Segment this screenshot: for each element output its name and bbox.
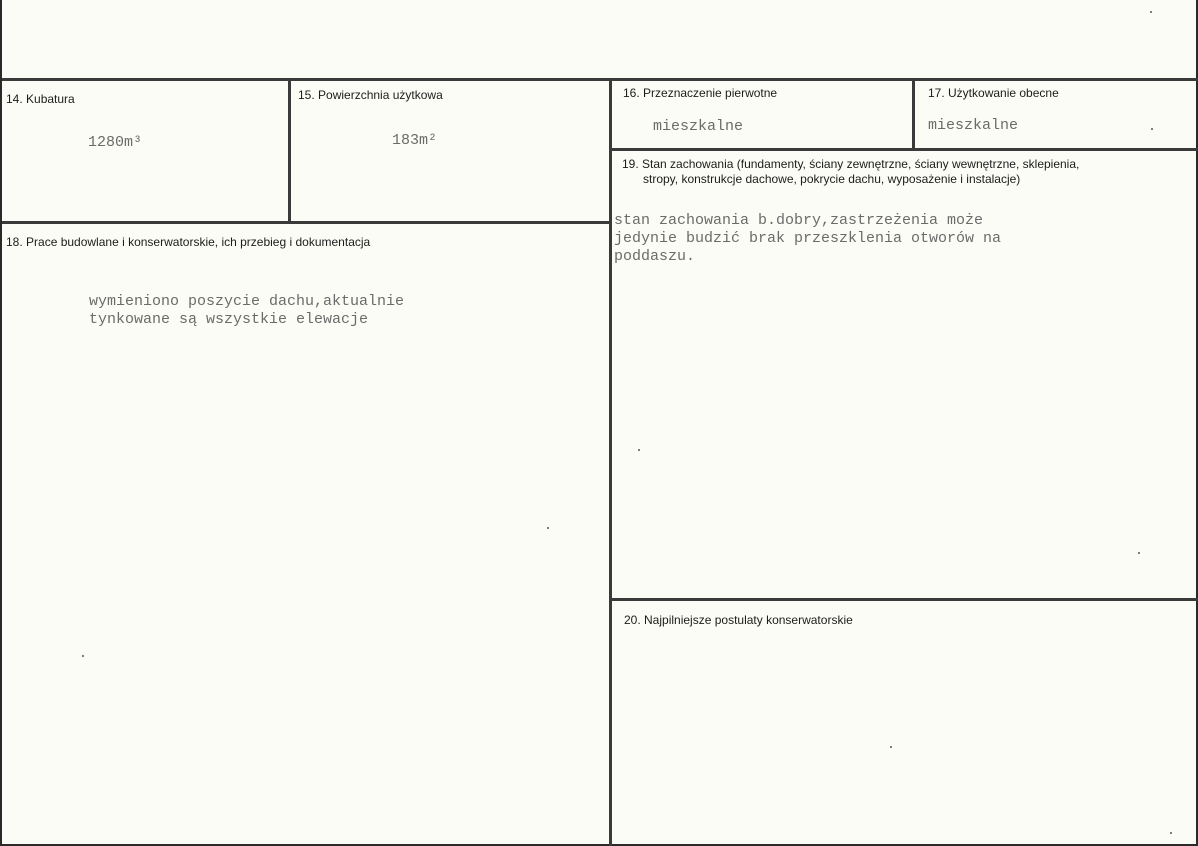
rule-under-16-17 (610, 148, 1198, 151)
field-15-value: 183m² (392, 132, 438, 149)
scan-speck (547, 527, 549, 529)
field-15-label: 15. Powierzchnia użytkowa (298, 88, 443, 102)
field-19-value-line1: stan zachowania b.dobry,zastrzeżenia może (614, 212, 984, 229)
rule-above-20 (610, 598, 1198, 601)
field-18-label: 18. Prace budowlane i konserwatorskie, ich przebieg i dokumentacja (6, 235, 371, 249)
scan-speck (1138, 552, 1140, 554)
scan-speck (1170, 832, 1172, 834)
field-18-value-line1: wymieniono poszycie dachu,aktualnie (89, 293, 405, 310)
field-16-value: mieszkalne (653, 118, 744, 135)
scan-speck (890, 746, 892, 748)
field-14-value: 1280m³ (88, 134, 143, 151)
top-rule (2, 78, 1198, 81)
scan-speck (1151, 128, 1153, 130)
divider-14-15 (288, 78, 291, 224)
field-17-value: mieszkalne (928, 117, 1019, 134)
scan-speck (638, 449, 640, 451)
field-18-value-line2: tynkowane są wszystkie elewacje (89, 311, 369, 328)
scan-speck (1150, 11, 1152, 13)
field-19-value-line2: jedynie budzić brak przeszklenia otworów na (614, 230, 1002, 247)
field-14-label: 14. Kubatura (6, 92, 75, 106)
rule-under-14-15 (2, 221, 612, 224)
field-19-label-line2: stropy, konstrukcje dachowe, pokrycie dachu, wyposażenie i instalacje) (643, 172, 1021, 186)
scan-speck (82, 655, 84, 657)
field-19-value-line3: poddaszu. (614, 248, 696, 265)
field-16-label: 16. Przeznaczenie pierwotne (623, 86, 778, 100)
center-divider (609, 78, 612, 846)
divider-16-17 (912, 78, 915, 150)
field-19-label-line1: 19. Stan zachowania (fundamenty, ściany zewnętrzne, ściany wewnętrzne, sklepienia, (622, 157, 1080, 171)
field-17-label: 17. Użytkowanie obecne (928, 86, 1059, 100)
field-20-label: 20. Najpilniejsze postulaty konserwatorskie (624, 613, 853, 627)
